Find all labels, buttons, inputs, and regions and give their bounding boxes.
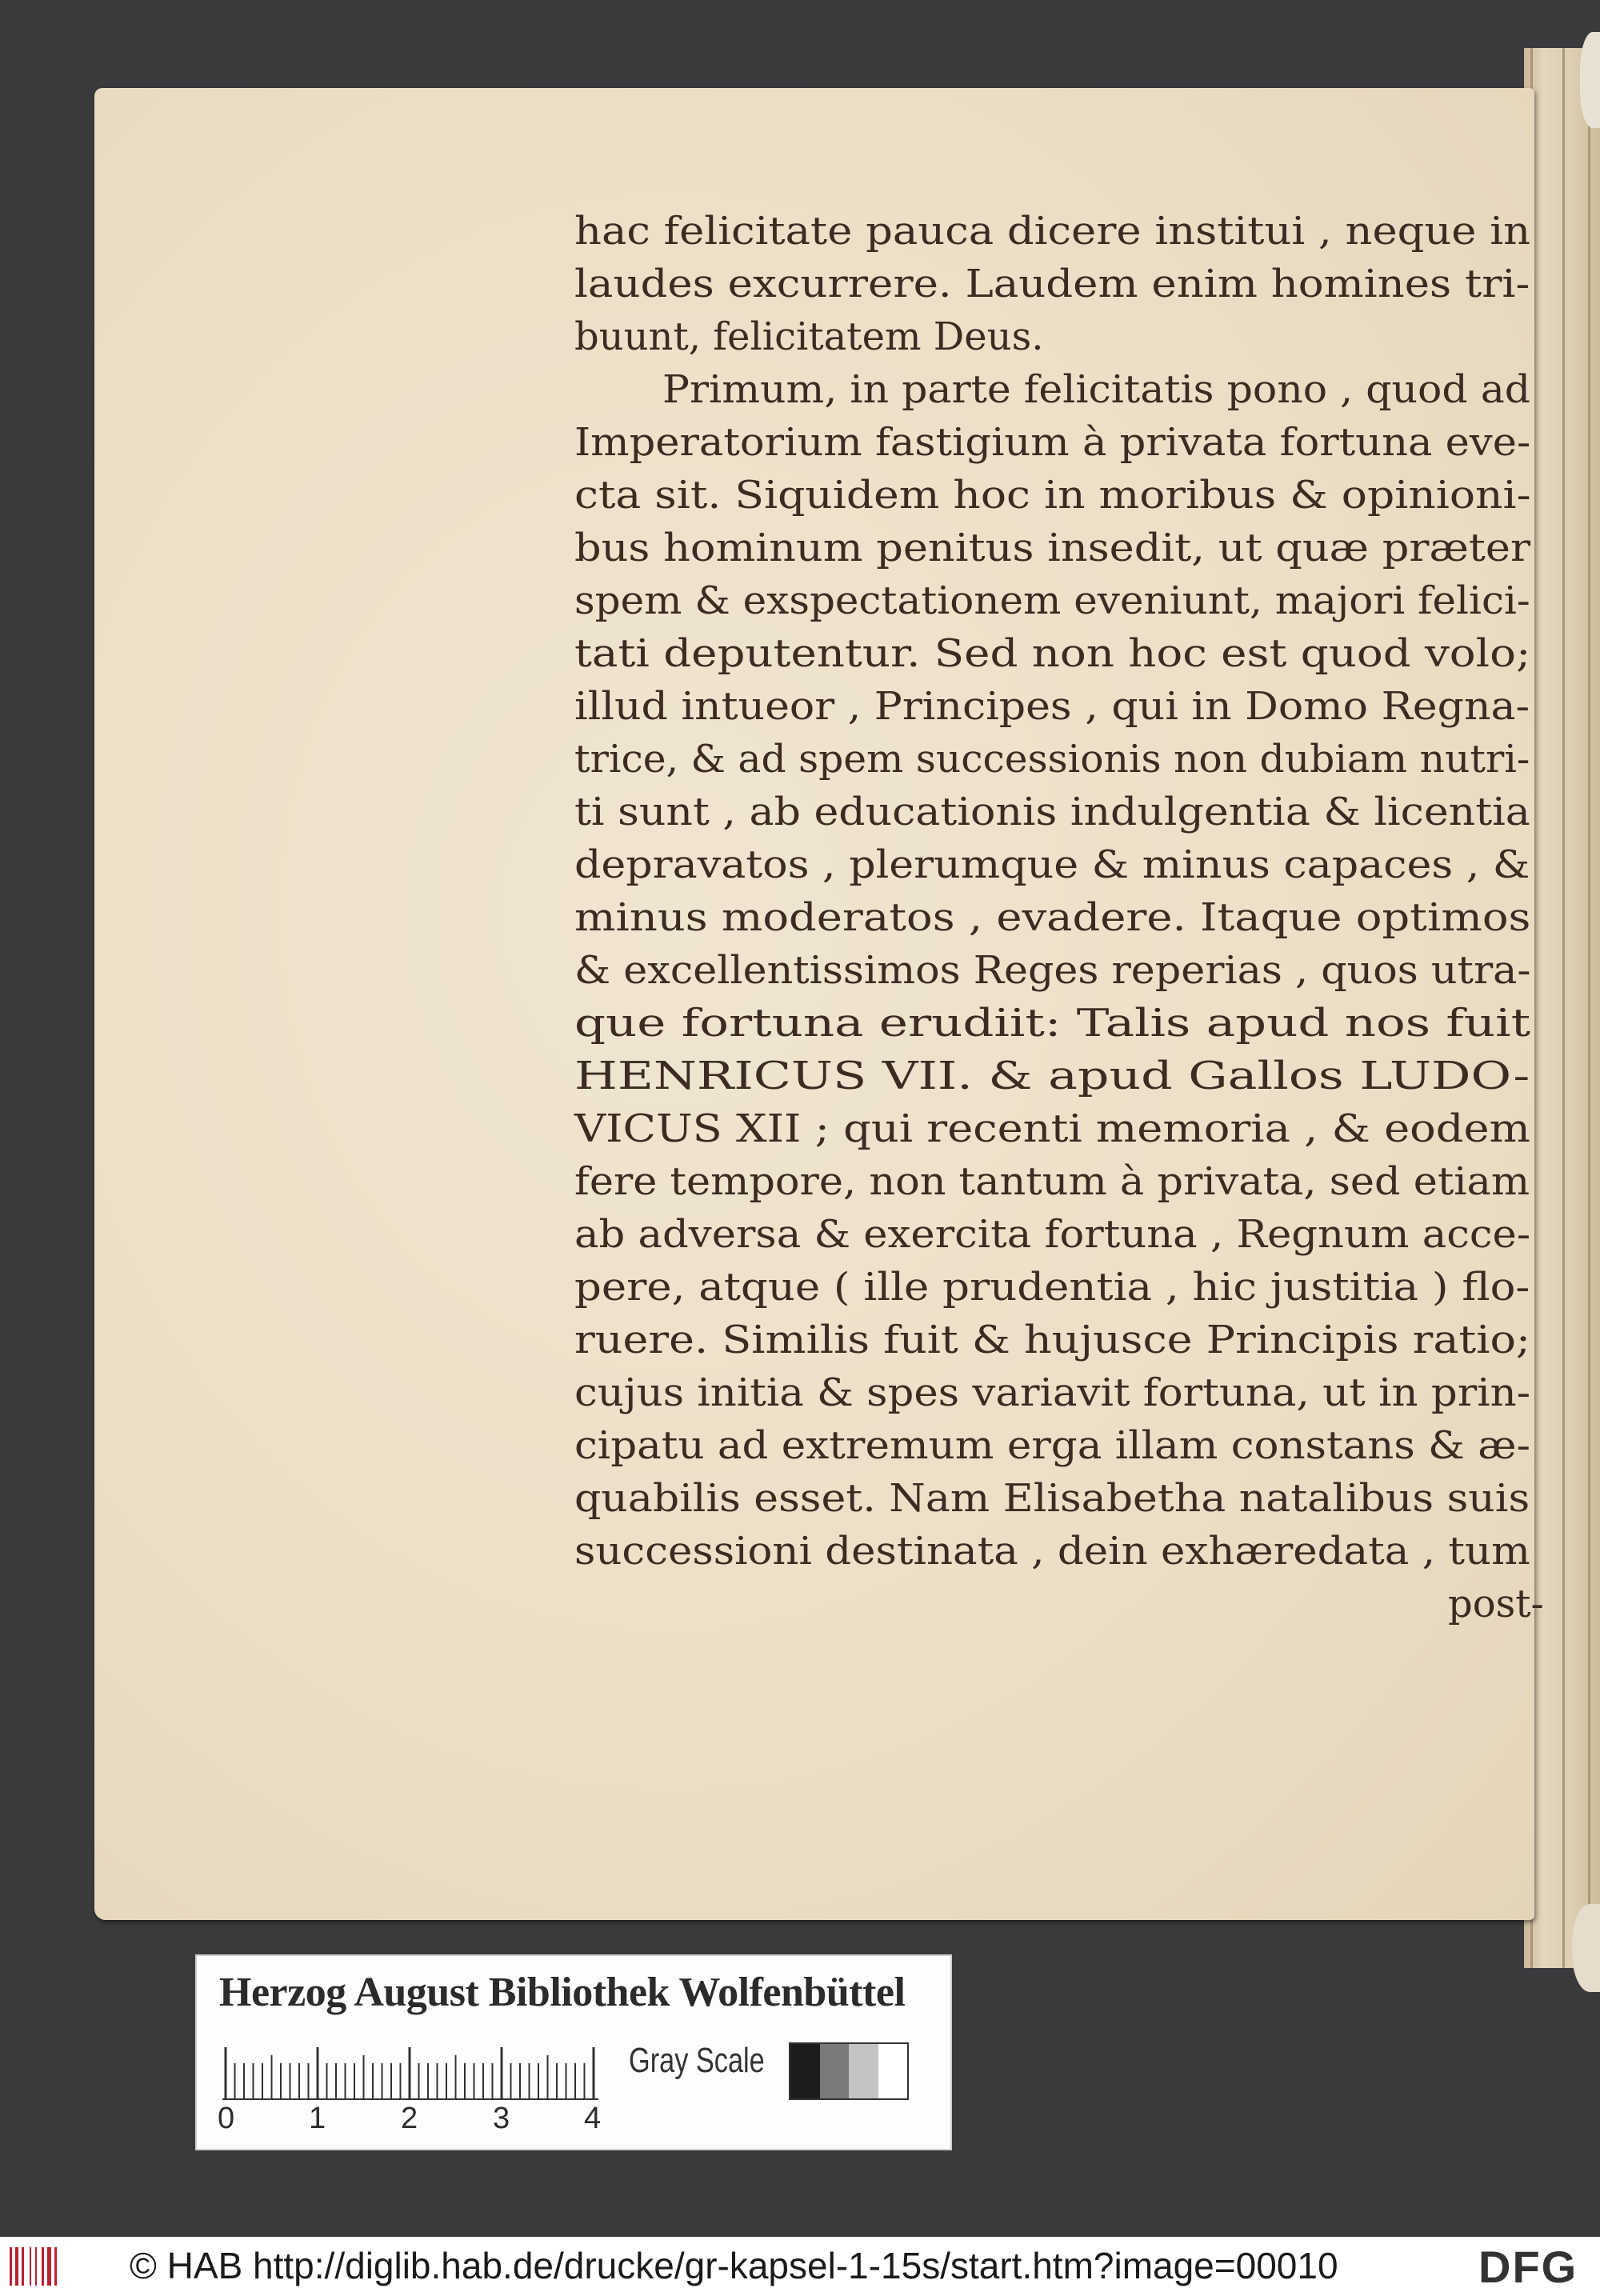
text-line: successioni destinata , dein exhæredata , tum xyxy=(574,1529,1530,1574)
text-line: trice, & ad spem successionis non dubiam nutri- xyxy=(574,737,1530,782)
gray-swatch xyxy=(878,2044,908,2098)
barcode-bar xyxy=(15,2247,18,2286)
text-line: ti sunt , ab educationis indulgentia & licentia xyxy=(574,790,1530,834)
text-line: ab adversa & exercita fortuna , Regnum acce- xyxy=(574,1212,1531,1257)
page-edge-line xyxy=(1588,48,1590,1968)
text-line: depravatos , plerumque & minus capaces , & xyxy=(574,842,1530,887)
gray-swatch xyxy=(849,2044,878,2098)
text-line: hac felicitate pauca dicere institui , neque in xyxy=(574,209,1531,254)
library-name: Herzog August Bibliothek Wolfenbüttel xyxy=(219,1970,906,2015)
archive-label xyxy=(195,1954,952,2150)
book-page xyxy=(94,88,1544,1920)
ruler-number: 3 xyxy=(493,2102,510,2135)
barcode-bar xyxy=(30,2247,31,2286)
gray-scale-label: Gray Scale xyxy=(629,2041,765,2080)
barcode-bar xyxy=(42,2247,44,2286)
adjacent-page-edges xyxy=(1524,48,1600,1968)
barcode-icon xyxy=(8,2246,66,2287)
barcode-bar xyxy=(54,2247,57,2286)
text-line: quabilis esset. Nam Elisabetha natalibus suis xyxy=(574,1476,1530,1521)
text-line: & excellentissimos Reges reperias , quos utra- xyxy=(574,948,1531,993)
gray-swatch xyxy=(790,2044,820,2098)
page-edge-line xyxy=(1562,48,1565,1968)
footer-bar xyxy=(0,2237,1600,2296)
text-line: laudes excurrere. Laudem enim homines tri- xyxy=(574,262,1530,306)
ruler-number: 2 xyxy=(401,2102,418,2135)
barcode-bar xyxy=(47,2247,51,2286)
ruler-number: 1 xyxy=(309,2102,326,2135)
barcode-bar xyxy=(10,2247,12,2286)
text-line: illud intueor , Principes , qui in Domo Regna- xyxy=(574,684,1530,729)
ruler-number: 4 xyxy=(584,2102,602,2135)
text-line: que fortuna erudiit: Talis apud nos fuit xyxy=(574,1001,1531,1046)
page-corner-top xyxy=(1580,32,1600,128)
text-line: buunt, felicitatem Deus. xyxy=(574,314,1044,359)
ruler-scale xyxy=(222,2046,606,2102)
text-line: cta sit. Siquidem hoc in moribus & opinioni- xyxy=(574,473,1531,518)
gray-scale-swatches xyxy=(789,2042,909,2100)
text-line: HENRICUS VII. & apud Gallos LUDO- xyxy=(574,1054,1530,1098)
page-corner-bottom xyxy=(1572,1904,1600,1992)
gray-swatch xyxy=(820,2044,850,2098)
text-line: tati deputentur. Sed non hoc est quod volo; xyxy=(574,631,1531,676)
text-line: minus moderatos , evadere. Itaque optimos xyxy=(574,895,1531,940)
catchword: post- xyxy=(1448,1582,1544,1626)
ruler-number: 0 xyxy=(218,2102,235,2135)
text-line: ruere. Similis fuit & hujusce Principis ratio; xyxy=(574,1318,1531,1362)
barcode-bar xyxy=(35,2247,37,2286)
text-line: Imperatorium fastigium à privata fortuna eve- xyxy=(574,420,1531,465)
text-line: cipatu ad extremum erga illam constans & æ- xyxy=(574,1423,1530,1468)
text-line: cujus initia & spes variavit fortuna, ut in prin- xyxy=(574,1370,1531,1415)
text-line: bus hominum penitus insedit, ut quæ præter xyxy=(574,526,1531,570)
text-line: fere tempore, non tantum à privata, sed etiam xyxy=(574,1159,1530,1204)
dfg-logo: DFG xyxy=(1478,2242,1578,2292)
text-line: pere, atque ( ille prudentia , hic justitia ) flo- xyxy=(574,1265,1530,1310)
page-text xyxy=(574,208,1544,1808)
barcode-bar xyxy=(22,2247,24,2286)
footer-credit-link[interactable]: © HAB http://diglib.hab.de/drucke/gr-kapsel-1-15s/start.htm?image=00010 xyxy=(130,2245,1338,2286)
text-line: spem & exspectationem eveniunt, majori felici- xyxy=(574,578,1530,623)
text-line: Primum, in parte felicitatis pono , quod ad xyxy=(662,367,1531,412)
text-line: VICUS XII ; qui recenti memoria , & eodem xyxy=(574,1106,1530,1151)
